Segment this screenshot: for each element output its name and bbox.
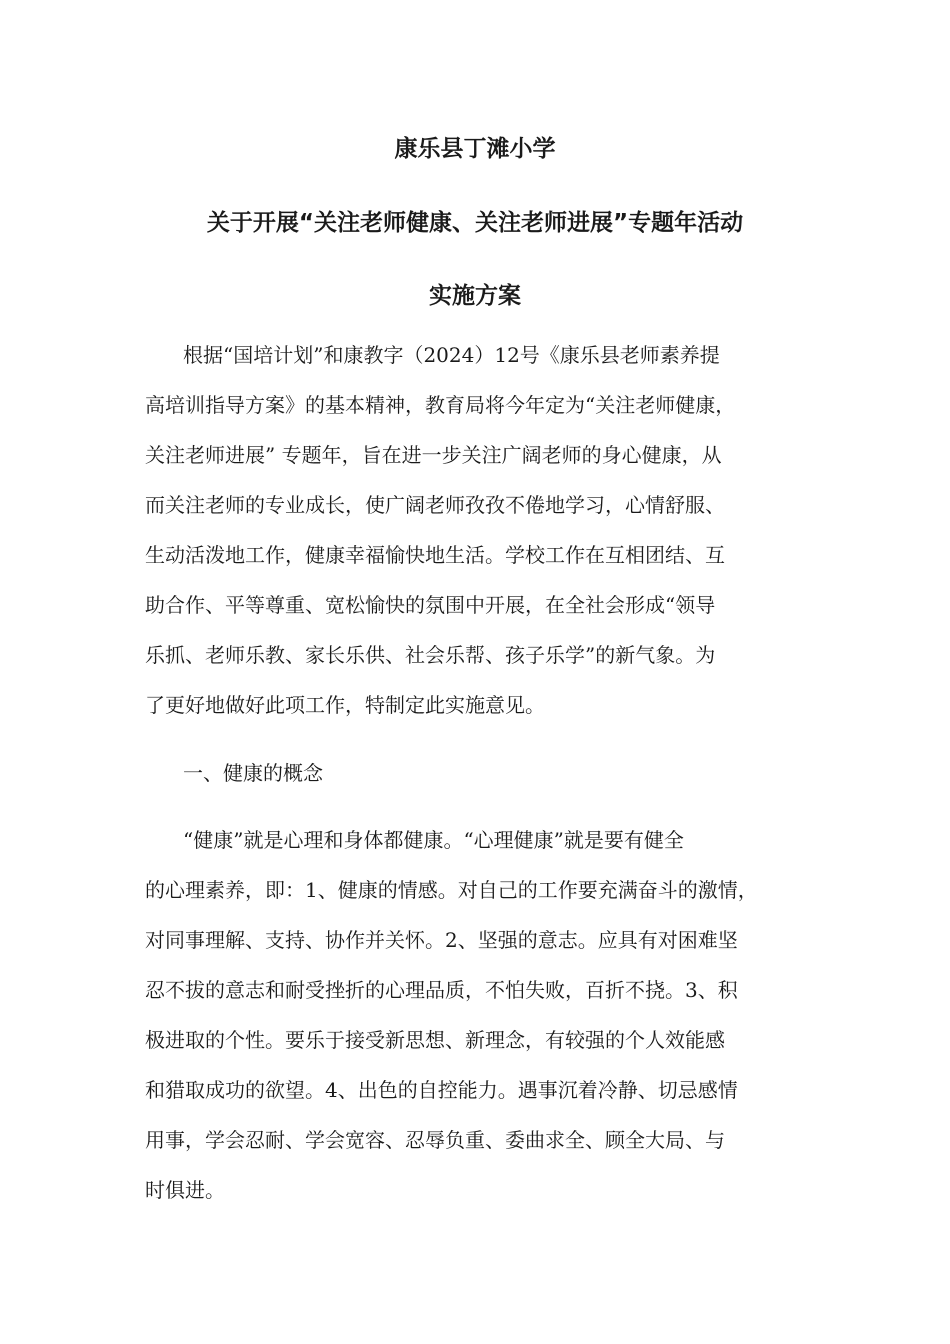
school-title: 康乐县丁滩小学 bbox=[394, 136, 556, 162]
intro-line: 乐抓、老师乐教、家长乐供、社会乐帮、孩子乐学”的新气象。为 bbox=[145, 643, 716, 667]
section-heading-text: 一、健康的概念 bbox=[183, 761, 323, 785]
intro-line: 根据“国培计划”和康教字（2024）12号《康乐县老师素养提 bbox=[183, 343, 720, 367]
intro-line: 而关注老师的专业成长，使广阔老师孜孜不倦地学习，心情舒服、 bbox=[145, 493, 725, 517]
intro-line: 助合作、平等尊重、宽松愉快的氛围中开展，在全社会形成“领导 bbox=[145, 593, 716, 617]
section-line: 对同事理解、支持、协作并关怀。2、坚强的意志。应具有对困难坚 bbox=[145, 928, 738, 952]
section-line: “健康”就是心理和身体都健康。“心理健康”就是要有健全 bbox=[183, 828, 684, 852]
intro-line: 高培训指导方案》的基本精神，教育局将今年定为“关注老师健康， bbox=[145, 393, 736, 417]
intro-paragraph bbox=[145, 330, 815, 730]
section-line: 用事，学会忍耐、学会宽容、忍辱负重、委曲求全、顾全大局、与 bbox=[145, 1128, 725, 1152]
section-heading bbox=[145, 748, 815, 798]
sub-title: 实施方案 bbox=[429, 283, 521, 309]
main-title: 关于开展“关注老师健康、关注老师进展”专题年活动 bbox=[206, 210, 744, 236]
intro-line: 生动活泼地工作，健康幸福愉快地生活。学校工作在互相团结、互 bbox=[145, 543, 725, 567]
section-paragraph bbox=[145, 815, 815, 1215]
section-line: 的心理素养，即：1、健康的情感。对自己的工作要充满奋斗的激情， bbox=[145, 878, 758, 902]
intro-line: 关注老师进展” 专题年，旨在进一步关注广阔老师的身心健康，从 bbox=[145, 443, 722, 467]
intro-line: 了更好地做好此项工作，特制定此实施意见。 bbox=[145, 693, 545, 717]
section-line: 时俱进。 bbox=[145, 1178, 225, 1202]
section-line: 和猎取成功的欲望。4、出色的自控能力。遇事沉着冷静、切忌感情 bbox=[145, 1078, 738, 1102]
section-line: 极进取的个性。要乐于接受新思想、新理念，有较强的个人效能感 bbox=[145, 1028, 725, 1052]
section-line: 忍不拔的意志和耐受挫折的心理品质，不怕失败，百折不挠。3、积 bbox=[145, 978, 738, 1002]
